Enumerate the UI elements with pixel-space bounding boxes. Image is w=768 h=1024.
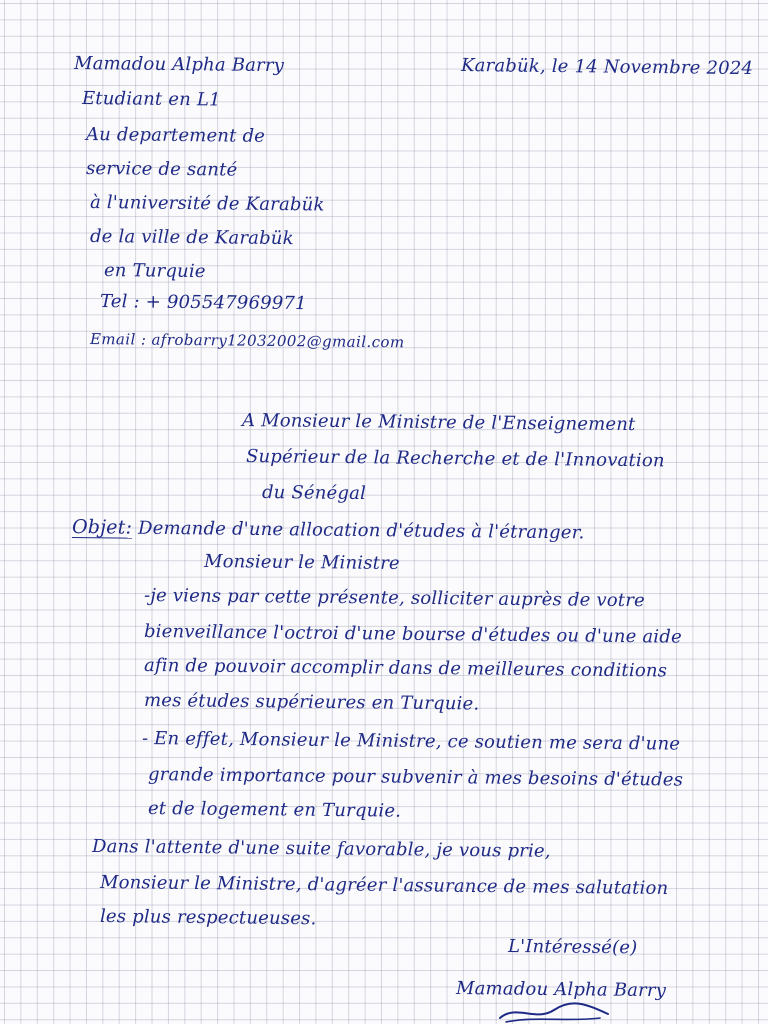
recipient-line: du Sénégal: [261, 482, 367, 505]
body-line: -je viens par cette présente, solliciter auprès de votre: [143, 585, 646, 612]
closing-line: les plus respectueuses.: [99, 906, 317, 930]
phone-label: Tel :: [99, 291, 140, 313]
phone-number: + 905547969971: [145, 291, 307, 315]
sender-status: Etudiant en L1: [81, 88, 221, 111]
sender-email-line: [90, 328, 405, 353]
subject-label: Objet:: [71, 516, 133, 539]
body-line: bienveillance l'octroi d'une bourse d'études ou d'une aide: [143, 621, 682, 648]
salutation: Monsieur le Ministre: [203, 551, 400, 575]
sender-address-line: service de santé: [85, 158, 238, 181]
signoff-name: Mamadou Alpha Barry: [455, 978, 667, 1002]
sender-phone-line: [100, 291, 307, 315]
body-line: grande importance pour subvenir à mes besoins d'études: [147, 764, 684, 791]
body-line: - En effet, Monsieur le Ministre, ce soutien me sera d'une: [141, 728, 681, 755]
email-label: Email :: [89, 330, 147, 349]
recipient-line: Supérieur de la Recherche et de l'Innovation: [245, 446, 665, 472]
sender-address-line: à l'université de Karabük: [89, 192, 325, 216]
signoff-label: L'Intéressé(e): [507, 936, 638, 959]
body-line: mes études supérieures en Turquie.: [143, 690, 480, 715]
sender-address-line: en Turquie: [103, 260, 206, 283]
sender-address-line: Au departement de: [85, 124, 266, 147]
recipient-line: A Monsieur le Ministre de l'Enseignement: [241, 410, 636, 436]
place-date: Karabük, le 14 Novembre 2024: [460, 55, 754, 80]
subject-line: [72, 516, 585, 544]
sender-address-line: de la ville de Karabük: [89, 226, 294, 250]
closing-line: Dans l'attente d'une suite favorable, je vous prie,: [91, 836, 551, 862]
signature-mark: [496, 1000, 616, 1024]
body-line: afin de pouvoir accomplir dans de meilleures conditions: [143, 655, 668, 682]
subject-text: Demande d'une allocation d'études à l'étranger.: [137, 517, 585, 544]
sender-name: Mamadou Alpha Barry: [73, 53, 285, 77]
body-line: et de logement en Turquie.: [147, 798, 402, 822]
closing-line: Monsieur le Ministre, d'agréer l'assurance de mes salutation: [99, 872, 669, 899]
email-address: afrobarry12032002@gmail.com: [151, 330, 405, 352]
